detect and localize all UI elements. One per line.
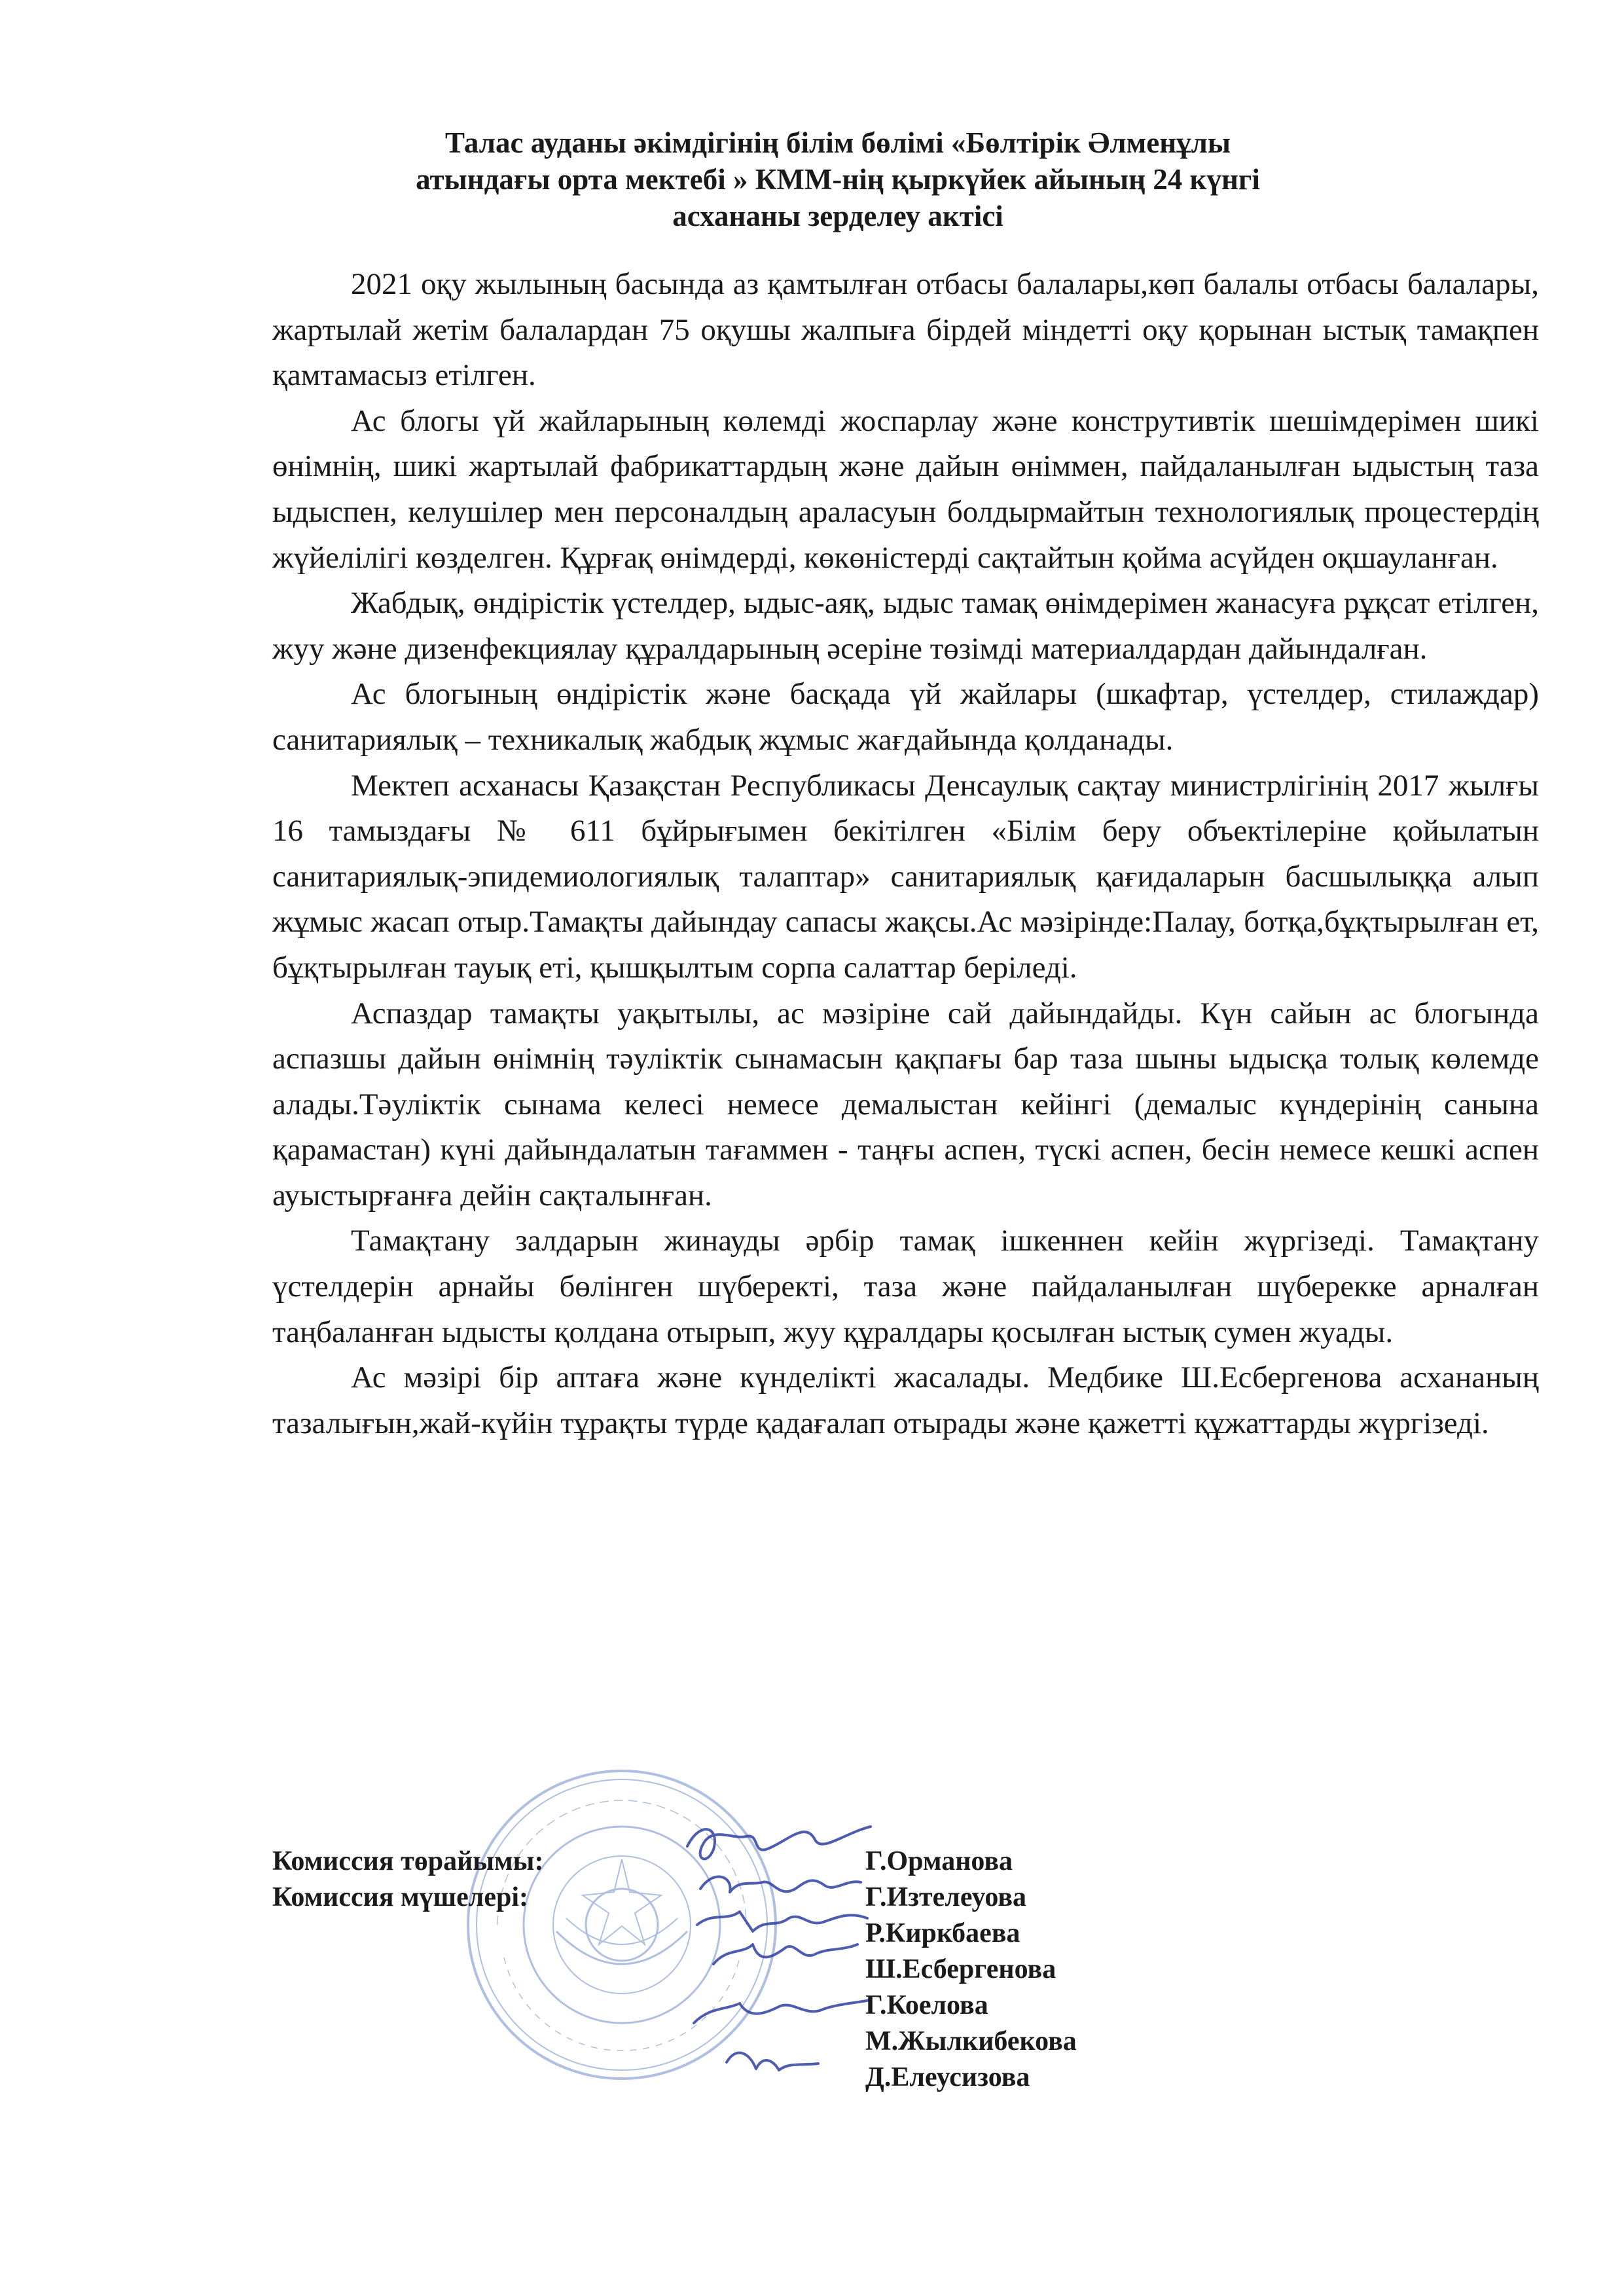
commission-signatures [272,1844,1189,2096]
paragraph: Ас блогы үй жайларының көлемді жоспарлау және конструтивтік шешімдерімен шикі өнімнің, шикі жартылай фабрикаттардың және дайын өніммен, пайдаланылған ыдыстың таза ыдыспен, келушілер мен персоналдың араласуын болдырмайтын технологиялық процестердің жүйелілігі көзделген. Құрғақ өнімдерді, көкөністерді сақтайтын қойма асүйден оқшауланған. [272,403,1539,575]
title-line-3: асхананы зерделеу актісі [672,200,1003,232]
title-line-1: Талас ауданы әкімдігінің білім бөлімі «Бөлтірік Әлменұлы [444,126,1231,159]
paragraph: Мектеп асханасы Қазақстан Республикасы Денсаулық сақтау министрлігінің 2017 жылғы 16 тамыздағы № 611 бұйрығымен бекітілген «Білім беру объектілеріне қойылатын санитариялық-эпидемиологиялық талаптар» санитариялық қағидаларын басшылыққа алып жұмыс жасап отыр.Тамақты дайындау сапасы жақсы.Ас мәзірінде:Палау, ботқа,бұқтырылған ет, бұқтырылған тауық еті, қышқылтым сорпа салаттар беріледі. [272,768,1539,985]
commission-members-row [272,1880,1189,1916]
document-body [272,262,1539,1446]
paragraph: Ас блогының өндірістік және басқада үй жайлары (шкафтар, үстелдер, стилаждар) санитариялық – техникалық жабдық жұмыс жағдайында қолданады. [272,677,1539,757]
commission-member-name: Г.Изтелеуова [865,1882,1027,1912]
commission-members-label: Комиссия мүшелері: [272,1882,529,1912]
commission-chair-label: Комиссия төрайымы: [272,1846,544,1876]
commission-member-name: Д.Елеусизова [865,2062,1030,2092]
commission-member-name: Г.Коелова [865,1990,988,2020]
paragraph: Ас мәзірі бір аптаға және күнделікті жасалады. Медбике Ш.Есбергенова асхананың тазалығын,жай-күйін тұрақты түрде қадағалап отырады және қажетті құжаттарды жүргізеді. [272,1360,1539,1440]
paragraph: Тамақтану залдарын жинауды әрбір тамақ ішкеннен кейін жүргізеді. Тамақтану үстелдерін арнайы бөлінген шүберекті, таза және пайдаланылған шүберекке арналған таңбаланған ыдысты қолдана отырып, жуу құралдары қосылған ыстық сумен жуады. [272,1224,1539,1349]
commission-member-row [272,1952,1189,1988]
paragraph: Аспаздар тамақты уақытылы, ас мәзіріне сай дайындайды. Күн сайын ас блогында аспазшы дайын өнімнің тәуліктік сынамасын қақпағы бар таза шыны ыдысқа толық көлемде алады.Тәуліктік сынама келесі немесе демалыстан кейінгі (демалыс күндерінің санына қарамастан) күні дайындалатын тағаммен - таңғы аспен, түскі аспен, бесін немесе кешкі аспен ауыстырғанға дейін сақталынған. [272,996,1539,1212]
document-title [262,124,1414,234]
commission-member-row [272,2024,1189,2060]
commission-chair-row [272,1844,1189,1880]
commission-member-row [272,2060,1189,2096]
paragraph: 2021 оқу жылының басында аз қамтылған отбасы балалары,көп балалы отбасы балалары, жартылай жетім балалардан 75 оқушы жалпыға бірдей міндетті оқу қорынан ыстық тамақпен қамтамасыз етілген. [272,267,1539,393]
commission-chair-name: Г.Орманова [865,1846,1013,1876]
title-line-2: атындағы орта мектебі » КММ-нің қыркүйек айының 24 күнгі [416,163,1260,196]
commission-member-row [272,1988,1189,2024]
paragraph: Жабдық, өндірістік үстелдер, ыдыс-аяқ, ыдыс тамақ өнімдерімен жанасуға рұқсат етілген, жуу және дизенфекциялау құралдарының әсеріне төзімді материалдардан дайындалған. [272,586,1539,666]
commission-member-name: Ш.Есбергенова [865,1954,1056,1984]
commission-member-name: Р.Киркбаева [865,1918,1020,1948]
commission-member-row [272,1916,1189,1952]
commission-member-name: М.Жылкибекова [865,2026,1077,2056]
